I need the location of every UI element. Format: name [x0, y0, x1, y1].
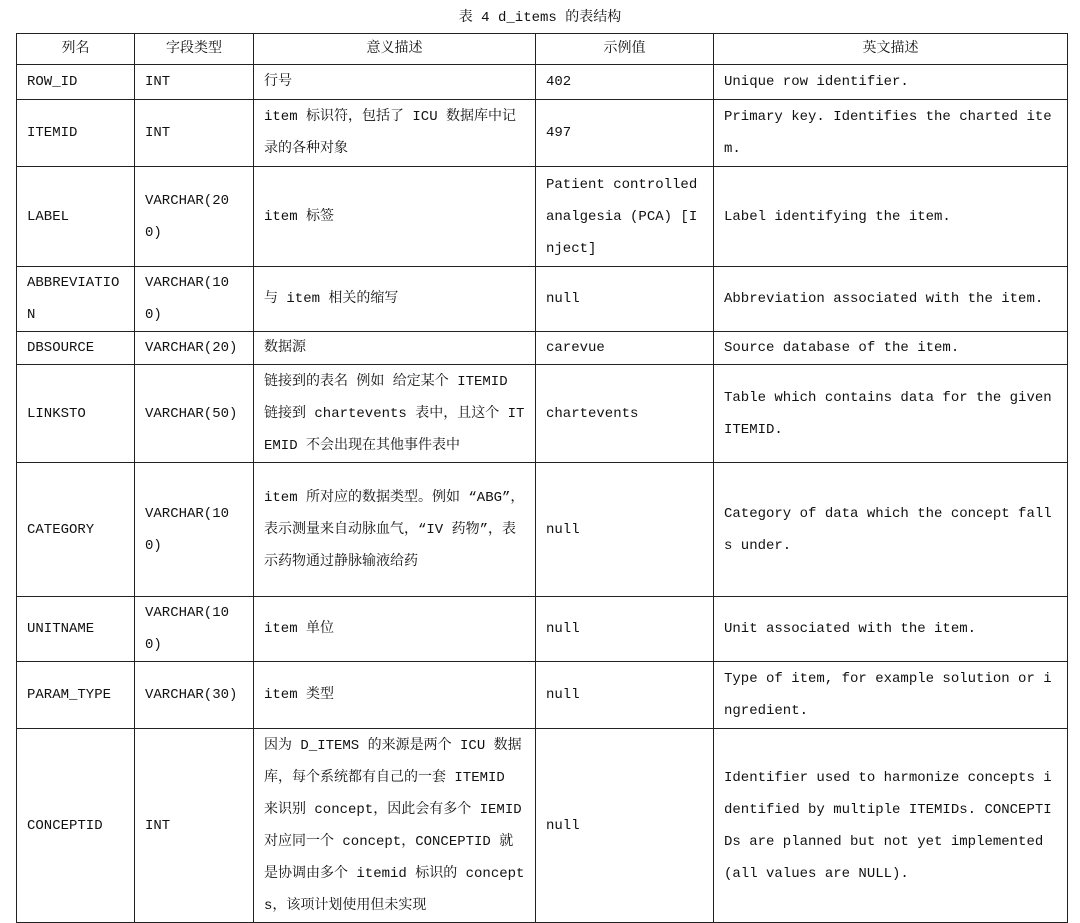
table-row — [17, 167, 1068, 267]
cell-field-type: VARCHAR(50) — [135, 365, 254, 463]
cell-example-value: 402 — [536, 65, 714, 100]
cell-field-type: VARCHAR(200) — [135, 167, 254, 267]
table-row — [17, 729, 1068, 923]
cell-column-name: CONCEPTID — [17, 729, 135, 923]
cell-example-value: null — [536, 267, 714, 332]
table-row — [17, 597, 1068, 662]
cell-meaning: item 标识符，包括了 ICU 数据库中记录的各种对象 — [254, 100, 536, 167]
cell-english-description: Identifier used to harmonize concepts identified by multiple ITEMIDs. CONCEPTIDs are planned but not yet implemented (all values are NULL). — [714, 729, 1068, 923]
table-caption: 表 4 d_items 的表结构 — [458, 10, 622, 26]
cell-meaning: 链接到的表名 例如 给定某个 ITEMID 链接到 chartevents 表中，且这个 ITEMID 不会出现在其他事件表中 — [254, 365, 536, 463]
cell-field-type: VARCHAR(30) — [135, 662, 254, 729]
table-row — [17, 100, 1068, 167]
cell-meaning: item 类型 — [254, 662, 536, 729]
cell-column-name: LINKSTO — [17, 365, 135, 463]
table-row — [17, 365, 1068, 463]
table-row — [17, 662, 1068, 729]
cell-english-description: Source database of the item. — [714, 332, 1068, 365]
cell-meaning: 因为 D_ITEMS 的来源是两个 ICU 数据库，每个系统都有自己的一套 ITEMID 来识别 concept，因此会有多个 IEMID 对应同一个 concept，CONCEPTID 就是协调由多个 itemid 标识的 concepts，该项计划使用但未实现 — [254, 729, 536, 923]
cell-example-value: 497 — [536, 100, 714, 167]
cell-field-type: INT — [135, 729, 254, 923]
cell-column-name: ROW_ID — [17, 65, 135, 100]
cell-english-description: Category of data which the concept falls under. — [714, 463, 1068, 597]
cell-meaning: 行号 — [254, 65, 536, 100]
cell-meaning: 数据源 — [254, 332, 536, 365]
header-example-value: 示例值 — [536, 34, 714, 65]
cell-english-description: Primary key. Identifies the charted item. — [714, 100, 1068, 167]
d-items-table — [16, 33, 1068, 923]
header-row — [17, 34, 1068, 65]
table-row — [17, 463, 1068, 597]
cell-meaning: item 标签 — [254, 167, 536, 267]
cell-example-value: Patient controlled analgesia (PCA) [Inject] — [536, 167, 714, 267]
cell-column-name: CATEGORY — [17, 463, 135, 597]
cell-column-name: UNITNAME — [17, 597, 135, 662]
cell-column-name: DBSOURCE — [17, 332, 135, 365]
cell-example-value: null — [536, 597, 714, 662]
cell-column-name: LABEL — [17, 167, 135, 267]
cell-field-type: INT — [135, 100, 254, 167]
cell-english-description: Label identifying the item. — [714, 167, 1068, 267]
table-row — [17, 332, 1068, 365]
cell-example-value: null — [536, 662, 714, 729]
cell-example-value: null — [536, 729, 714, 923]
cell-meaning: item 所对应的数据类型。例如 “ABG”，表示测量来自动脉血气，“IV 药物”，表示药物通过静脉输液给药 — [254, 463, 536, 597]
cell-meaning: item 单位 — [254, 597, 536, 662]
cell-field-type: VARCHAR(100) — [135, 463, 254, 597]
cell-example-value: null — [536, 463, 714, 597]
cell-field-type: VARCHAR(20) — [135, 332, 254, 365]
header-english-description: 英文描述 — [714, 34, 1068, 65]
cell-field-type: VARCHAR(100) — [135, 267, 254, 332]
cell-field-type: INT — [135, 65, 254, 100]
cell-english-description: Table which contains data for the given ITEMID. — [714, 365, 1068, 463]
cell-meaning: 与 item 相关的缩写 — [254, 267, 536, 332]
cell-example-value: chartevents — [536, 365, 714, 463]
cell-column-name: ITEMID — [17, 100, 135, 167]
cell-field-type: VARCHAR(100) — [135, 597, 254, 662]
header-column-name: 列名 — [17, 34, 135, 65]
cell-english-description: Type of item, for example solution or ingredient. — [714, 662, 1068, 729]
header-meaning: 意义描述 — [254, 34, 536, 65]
cell-column-name: ABBREVIATION — [17, 267, 135, 332]
cell-english-description: Unique row identifier. — [714, 65, 1068, 100]
cell-column-name: PARAM_TYPE — [17, 662, 135, 729]
table-row — [17, 267, 1068, 332]
cell-english-description: Abbreviation associated with the item. — [714, 267, 1068, 332]
cell-english-description: Unit associated with the item. — [714, 597, 1068, 662]
header-field-type: 字段类型 — [135, 34, 254, 65]
table-row — [17, 65, 1068, 100]
cell-example-value: carevue — [536, 332, 714, 365]
